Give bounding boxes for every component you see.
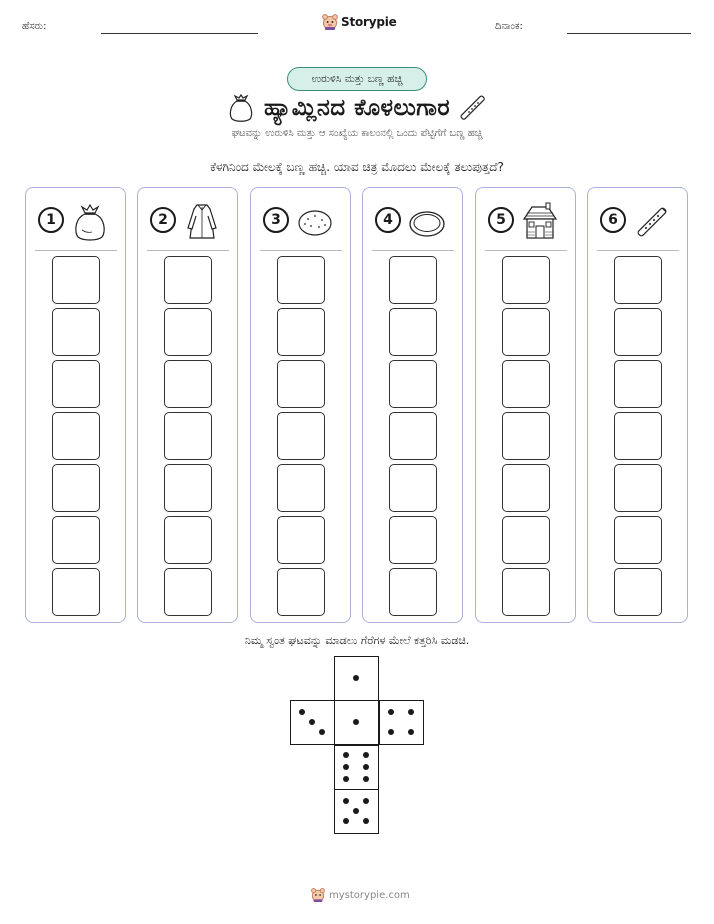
color-box[interactable] xyxy=(389,516,437,564)
column-number: 6 xyxy=(600,207,626,233)
worksheet-title: ಹ್ಯಾಮ್ಲಿನದ ಕೊಳಲುಗಾರ xyxy=(264,95,450,121)
column-header xyxy=(596,202,680,242)
dice-pip xyxy=(363,776,369,782)
column-divider xyxy=(597,250,679,251)
flute-icon xyxy=(460,93,486,123)
color-box[interactable] xyxy=(614,412,662,460)
color-box[interactable] xyxy=(277,412,325,460)
brand-logo xyxy=(322,13,397,31)
dice-pip xyxy=(343,752,349,758)
color-box[interactable] xyxy=(52,464,100,512)
color-box[interactable] xyxy=(277,308,325,356)
name-label: ಹೆಸರು: xyxy=(22,21,47,32)
color-box[interactable] xyxy=(389,464,437,512)
dice-pip xyxy=(353,808,359,814)
color-box[interactable] xyxy=(502,360,550,408)
plate-icon xyxy=(407,202,447,242)
column-header xyxy=(371,202,455,242)
dice-pip xyxy=(363,752,369,758)
color-box[interactable] xyxy=(164,256,212,304)
color-box[interactable] xyxy=(502,256,550,304)
color-box[interactable] xyxy=(614,464,662,512)
dice-pip xyxy=(343,776,349,782)
color-box[interactable] xyxy=(389,412,437,460)
color-box[interactable] xyxy=(52,256,100,304)
column-divider xyxy=(260,250,342,251)
color-box[interactable] xyxy=(502,308,550,356)
color-box[interactable] xyxy=(389,360,437,408)
column-4 xyxy=(362,187,463,623)
dice-face-5 xyxy=(334,789,379,834)
sack-icon xyxy=(228,93,254,123)
dice-pip xyxy=(343,818,349,824)
column-number: 5 xyxy=(488,207,514,233)
column-number: 1 xyxy=(38,207,64,233)
color-box[interactable] xyxy=(614,516,662,564)
dice-face-1 xyxy=(334,700,379,745)
color-box[interactable] xyxy=(52,308,100,356)
name-line xyxy=(101,33,258,34)
color-box[interactable] xyxy=(277,360,325,408)
column-divider xyxy=(35,250,117,251)
dice-pip xyxy=(363,764,369,770)
dice-pip xyxy=(363,798,369,804)
color-box[interactable] xyxy=(502,516,550,564)
brand-name: Storypie xyxy=(341,15,397,29)
color-box[interactable] xyxy=(52,412,100,460)
dice-pip xyxy=(388,729,394,735)
color-box[interactable] xyxy=(502,412,550,460)
color-box[interactable] xyxy=(614,308,662,356)
dice-pip xyxy=(319,729,325,735)
color-box[interactable] xyxy=(164,308,212,356)
dice-pip xyxy=(408,709,414,715)
color-box[interactable] xyxy=(614,568,662,616)
bread-icon xyxy=(295,202,335,242)
column-divider xyxy=(485,250,567,251)
color-box[interactable] xyxy=(277,464,325,512)
color-box[interactable] xyxy=(52,516,100,564)
storypie-mascot-icon xyxy=(322,13,338,31)
dice-pip xyxy=(353,719,359,725)
color-box[interactable] xyxy=(164,568,212,616)
dice-pip xyxy=(408,729,414,735)
column-6 xyxy=(587,187,688,623)
column-3 xyxy=(250,187,351,623)
title-row xyxy=(0,90,714,126)
color-box[interactable] xyxy=(277,516,325,564)
activity-badge: ಉರುಳಿಸಿ ಮತ್ತು ಬಣ್ಣ ಹಚ್ಚಿ xyxy=(287,67,427,91)
column-2 xyxy=(137,187,238,623)
color-box[interactable] xyxy=(277,568,325,616)
color-box[interactable] xyxy=(502,464,550,512)
color-box[interactable] xyxy=(614,256,662,304)
color-box[interactable] xyxy=(389,256,437,304)
color-box[interactable] xyxy=(164,360,212,408)
worksheet-subtitle: ಘಟವನ್ನು ಉರುಳಿಸಿ ಮತ್ತು ಆ ಸಂಖ್ಯೆಯ ಕಾಲಂನಲ್ಲಿ ಒಂದು ಪೆಟ್ಟಿಗೆಗೆ ಬಣ್ಣ ಹಚ್ಚಿ xyxy=(231,128,483,139)
dice-face-4 xyxy=(379,700,424,745)
color-box[interactable] xyxy=(52,360,100,408)
color-box[interactable] xyxy=(164,412,212,460)
column-header xyxy=(484,202,568,242)
column-5 xyxy=(475,187,576,623)
color-box[interactable] xyxy=(389,568,437,616)
column-number: 3 xyxy=(263,207,289,233)
footer-url[interactable]: mystorypie.com xyxy=(329,889,410,901)
dice-face-1 xyxy=(334,656,379,701)
column-header xyxy=(146,202,230,242)
dice-pip xyxy=(388,709,394,715)
footer xyxy=(311,887,410,903)
dice-face-6 xyxy=(334,745,379,790)
column-header xyxy=(259,202,343,242)
dice-pip xyxy=(309,719,315,725)
column-divider xyxy=(147,250,229,251)
column-divider xyxy=(372,250,454,251)
dice-pip xyxy=(343,764,349,770)
robe-icon xyxy=(182,202,222,242)
column-number: 2 xyxy=(150,207,176,233)
color-box[interactable] xyxy=(164,516,212,564)
color-box[interactable] xyxy=(52,568,100,616)
column-header xyxy=(34,202,118,242)
date-label: ದಿನಾಂಕ: xyxy=(495,21,523,32)
dice-pip xyxy=(353,675,359,681)
column-1 xyxy=(25,187,126,623)
color-box[interactable] xyxy=(614,360,662,408)
color-box[interactable] xyxy=(389,308,437,356)
color-box[interactable] xyxy=(502,568,550,616)
dice-pip xyxy=(363,818,369,824)
color-box[interactable] xyxy=(277,256,325,304)
column-number: 4 xyxy=(375,207,401,233)
sack-icon xyxy=(70,202,110,242)
dice-pip xyxy=(343,798,349,804)
color-box[interactable] xyxy=(164,464,212,512)
dice-pip xyxy=(299,709,305,715)
dice-face-3 xyxy=(290,700,335,745)
worksheet-question: ಕೆಳಗಿನಿಂದ ಮೇಲಕ್ಕೆ ಬಣ್ಣ ಹಚ್ಚಿ. ಯಾವ ಚಿತ್ರ ಮೊದಲು ಮೇಲಕ್ಕೆ ತಲುಪುತ್ತದೆ? xyxy=(210,160,504,174)
flute-icon xyxy=(632,202,672,242)
storypie-mascot-icon xyxy=(311,887,325,903)
house-icon xyxy=(520,202,560,242)
date-line xyxy=(567,33,691,34)
dice-instruction: ನಿಮ್ಮ ಸ್ವಂತ ಘಟವನ್ನು ಮಾಡಲು ಗೆರೆಗಳ ಮೇಲೆ ಕತ್ತರಿಸಿ ಮಡಚಿ. xyxy=(244,634,470,647)
